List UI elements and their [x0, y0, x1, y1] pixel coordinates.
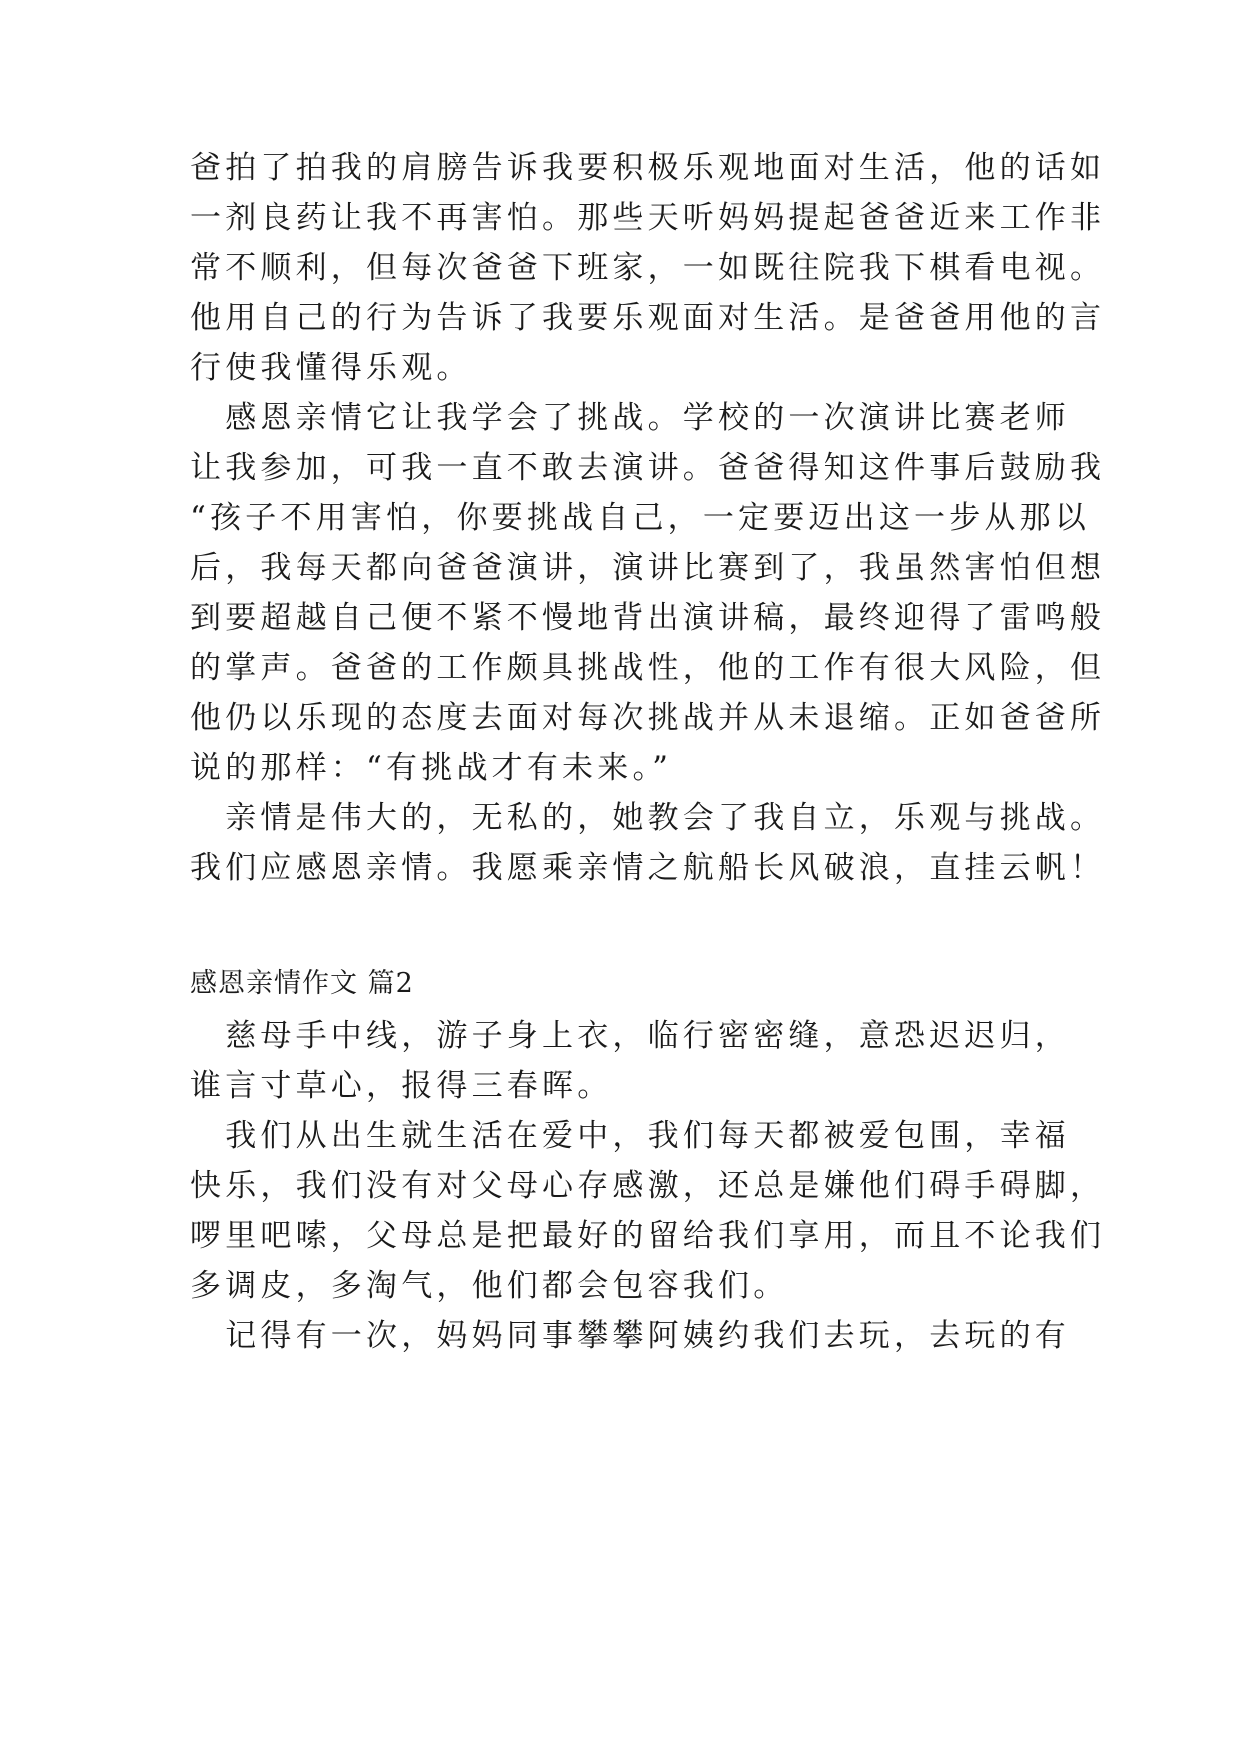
text-line: 他用自己的行为告诉了我要乐观面对生活。是爸爸用他的言 [190, 300, 1106, 336]
text-line: 一剂良药让我不再害怕。那些天听妈妈提起爸爸近来工作非 [190, 200, 1106, 236]
text-line: 啰里吧嗦，父母总是把最好的留给我们享用，而且不论我们 [190, 1218, 1106, 1254]
paragraph-start: 记得有一次，妈妈同事攀攀阿姨约我们去玩，去玩的有 [190, 1318, 1070, 1354]
text-line: 爸拍了拍我的肩膀告诉我要积极乐观地面对生活，他的话如 [190, 150, 1106, 186]
text-line: 行使我懂得乐观。 [190, 350, 472, 386]
paragraph-start: 我们从出生就生活在爱中，我们每天都被爱包围，幸福 [190, 1118, 1070, 1154]
text-line: 的掌声。爸爸的工作颇具挑战性，他的工作有很大风险，但 [190, 650, 1106, 686]
paragraph-start: 感恩亲情它让我学会了挑战。学校的一次演讲比赛老师 [190, 400, 1070, 436]
text-line: 我们应感恩亲情。我愿乘亲情之航船长风破浪，直挂云帆！ [190, 850, 1106, 886]
text-line: 他仍以乐现的态度去面对每次挑战并从未退缩。正如爸爸所 [190, 700, 1106, 736]
text-line: 说的那样：“有挑战才有未来。” [190, 750, 673, 786]
paragraph-start: 慈母手中线，游子身上衣，临行密密缝，意恐迟迟归， [190, 1018, 1070, 1054]
text-line: 后，我每天都向爸爸演讲，演讲比赛到了，我虽然害怕但想 [190, 550, 1106, 586]
text-line: 谁言寸草心，报得三春晖。 [190, 1068, 613, 1104]
paragraph-start: 亲情是伟大的，无私的，她教会了我自立，乐观与挑战。 [190, 800, 1106, 836]
text-line: “孩子不用害怕，你要挑战自己，一定要迈出这一步从那以 [190, 500, 1091, 536]
section-heading: 感恩亲情作文 篇2 [190, 968, 414, 999]
text-line: 让我参加，可我一直不敢去演讲。爸爸得知这件事后鼓励我 [190, 450, 1106, 486]
text-line: 常不顺利，但每次爸爸下班家，一如既往院我下棋看电视。 [190, 250, 1106, 286]
text-line: 到要超越自己便不紧不慢地背出演讲稿，最终迎得了雷鸣般 [190, 600, 1106, 636]
text-line: 快乐，我们没有对父母心存感激，还总是嫌他们碍手碍脚， [190, 1168, 1106, 1204]
text-line: 多调皮，多淘气，他们都会包容我们。 [190, 1268, 789, 1304]
